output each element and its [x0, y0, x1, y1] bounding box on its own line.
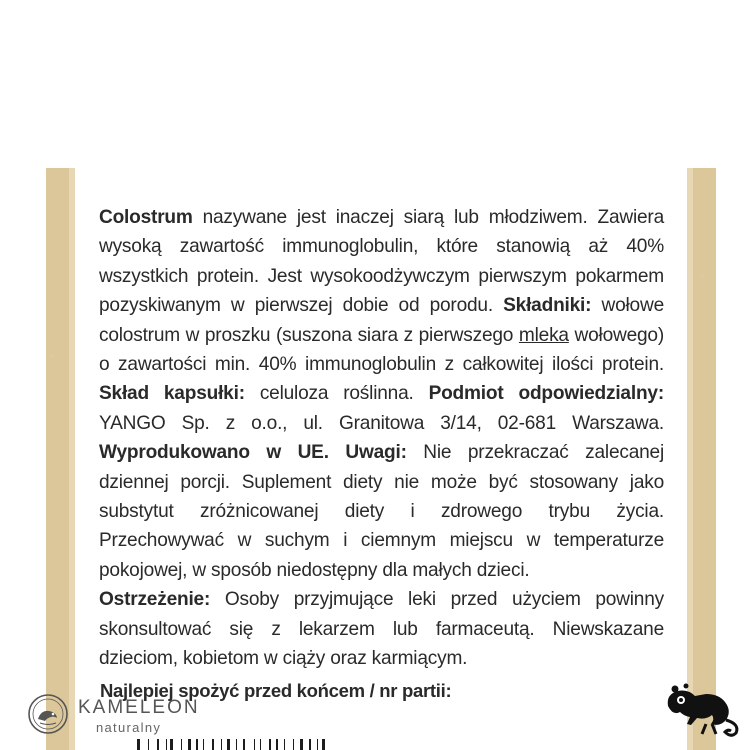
label-text-segment: Nie przekraczać zalecanej dziennej porcji. Suplement diety nie może być stosowany jako substytut zróżnicowanej diety i zdrowego trybu życia. Przechowywać w suchym i ciemnym miejscu w temperaturze pokojowej, w sposób niedostępny dla małych dzieci. [99, 442, 665, 581]
brand-name: KAMELEON [78, 697, 200, 718]
chameleon-icon [662, 680, 742, 740]
barcode-bar [254, 739, 255, 750]
underlined-word: mleka [518, 324, 569, 346]
label-text-segment: wołowego) o zawartości min. 40% immunoglobulin z całkowitej ilości protein. [99, 324, 664, 376]
kameleon-logo-icon [26, 692, 70, 736]
barcode-bar [236, 739, 237, 750]
brand-tagline: naturalny [96, 720, 162, 735]
right-gold-stripe [693, 168, 716, 750]
label-text-segment [329, 442, 346, 463]
bold-label: Składniki: [503, 295, 592, 317]
description-paragraph [99, 203, 664, 585]
right-stripe-shadow [687, 168, 693, 750]
watermark-mark: ◦ [696, 273, 709, 279]
barcode-bar [322, 739, 325, 750]
warning-paragraph [99, 585, 664, 673]
bold-label: Wyprodukowano w UE. [99, 442, 329, 464]
barcode-bar [284, 739, 285, 750]
barcode-bar [293, 739, 294, 750]
barcode-bar [309, 739, 311, 750]
left-stripe-shadow [69, 168, 75, 750]
label-description-text [99, 203, 664, 674]
bold-label: Podmiot odpowiedzialny: [428, 383, 664, 405]
barcode-bar [203, 739, 204, 750]
watermark-mark: ◦ [50, 350, 55, 362]
bold-label: Uwagi: [345, 442, 407, 464]
bold-label: Skład kapsułki: [99, 383, 245, 405]
label-text-segment: wołowe colostrum w proszku (suszona siara z pierwszego [99, 295, 664, 346]
label-text-segment: nazywane jest inaczej siarą lub młodziwem. Zawiera wysoką zawartość immunoglobulin, które stanowią aż 40% wszystkich protein. Jest wysokoodżywczym pierwszym pokarmem pozyskiwanym w pierwszej dobie od porodu. [99, 207, 664, 317]
best-before-label: Najlepiej spożyć przed końcem / nr partii: [100, 680, 452, 701]
barcode-bar [221, 739, 222, 750]
barcode-bar [260, 739, 261, 750]
label-text-segment: celuloza roślinna. [244, 383, 429, 405]
barcode-bar [300, 739, 303, 750]
label-text-segment: Osoby przyjmujące leki przed użyciem powinny skonsultować się z lekarzem lub farmaceutą. Niewskazane dzieciom, kobietom w ciąży oraz karmiącym. [99, 589, 664, 670]
bold-label: Colostrum [99, 207, 193, 228]
brand-watermark [26, 692, 201, 742]
barcode-bar [243, 739, 245, 750]
barcode-bar [269, 739, 271, 750]
barcode-bar [276, 739, 278, 750]
bold-label: Ostrzeżenie: [99, 589, 211, 611]
barcode-bar [227, 739, 230, 750]
barcode-bar [212, 739, 214, 750]
left-gold-stripe [46, 168, 69, 750]
label-text-segment: YANGO Sp. z o.o., ul. Granitowa 3/14, 02-681 Warszawa. [99, 412, 664, 434]
barcode-bar [317, 739, 318, 750]
